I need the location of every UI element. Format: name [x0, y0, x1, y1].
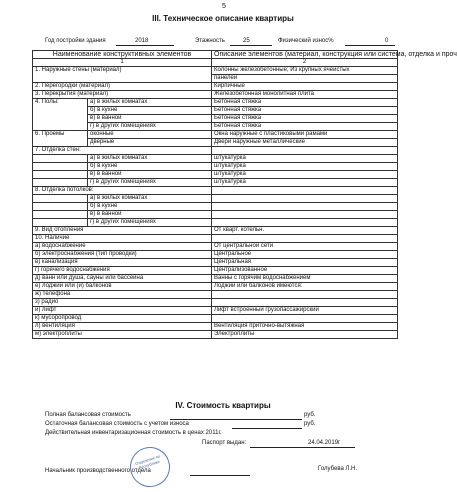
- row-ceiling-sub: г) в других помещениях: [88, 219, 212, 227]
- technical-description-table: [32, 50, 457, 339]
- cost-full-currency: руб.: [304, 412, 316, 418]
- row-floors-value: Железобетонная монолитная плита: [212, 91, 398, 99]
- col2-header: Описание элементов (материал, конструкция или система, отделка и проч: [212, 51, 398, 59]
- row-heating-label: 9. Вид отопления: [33, 227, 212, 235]
- row-partitions-value: Кирпичные: [212, 83, 398, 91]
- issued-label: Паспорт выдан:: [202, 440, 247, 446]
- row-availability-label: 10. Наличие: [33, 235, 212, 243]
- row-bath-value: Ванны с горячим водоснабжением: [212, 275, 398, 283]
- cost-full-label: Полная балансовая стоимость: [45, 412, 131, 418]
- floors-value: 25: [243, 38, 250, 44]
- official-stamp: Отделение по Республике: [125, 442, 175, 492]
- row-water-label: а) водоснабжение: [33, 243, 212, 251]
- row-electric-label: б) электроснабжения (тип проводки): [33, 251, 212, 259]
- cost-residual-label: Остаточная балансовая стоимость с учетом износа: [45, 421, 189, 427]
- cost-residual-currency: руб.: [304, 421, 316, 427]
- row-sewer-label: в) канализация: [33, 259, 212, 267]
- row-openings-sub: дверные: [88, 139, 212, 147]
- row-phone-label: ж) телефона: [33, 291, 212, 299]
- row-ventilation-value: Вентиляция приточно-вытяжная: [212, 323, 398, 331]
- row-sewer-value: Центральная: [212, 259, 398, 267]
- section3-title: III. Техническое описание квартиры: [152, 14, 294, 23]
- row-flooring-sub: в) в ванной: [88, 115, 212, 123]
- head-label: Начальник производственного отдела: [45, 468, 151, 474]
- row-openings-sub: оконные: [88, 131, 212, 139]
- row-walls-finish-label: 7. Отделка стен:: [33, 147, 212, 155]
- row-flooring-label: 4. Полы:: [33, 99, 88, 131]
- row-openings-value: Двери наружные металлические: [212, 139, 398, 147]
- row-lift-value: Лифт встроенный грузопассажирский: [212, 307, 398, 315]
- row-radio-label: з) радио: [33, 299, 212, 307]
- row-openings-value: Окна наружные с пластиковыми рамами: [212, 131, 398, 139]
- floors-label: Этажность: [195, 38, 225, 44]
- row-ceiling-sub: в) в ванной: [88, 211, 212, 219]
- row-electric-value: Центральное: [212, 251, 398, 259]
- row-flooring-value: Бетонная стяжка: [212, 107, 398, 115]
- section4-title: IV. Стоимость квартиры: [175, 401, 271, 410]
- row-ceiling-sub: б) в кухне: [88, 203, 212, 211]
- row-walls-finish-value: штукатурка: [212, 179, 398, 187]
- col1-header: Наименование конструктивных элементов: [33, 51, 212, 59]
- wear-label: Физический износ%: [278, 38, 334, 44]
- row-flooring-value: Бетонная стяжка: [212, 123, 398, 131]
- row-walls-finish-value: штукатурка: [212, 163, 398, 171]
- col2-number: 2: [212, 59, 398, 67]
- row-flooring-value: Бетонная стяжка: [212, 115, 398, 123]
- row-stoves-label: м) электроплиты: [33, 331, 212, 339]
- year-label: Год постройки здания: [45, 38, 106, 44]
- row-flooring-sub: г) в других помещениях: [88, 123, 212, 131]
- row-bath-label: д) ванн или душа, сауны или бассейна: [33, 275, 212, 283]
- row-water-value: От центральной сети: [212, 243, 398, 251]
- row-walls-value-cont: панелей: [212, 75, 398, 83]
- head-name: Голубева Л.Н.: [318, 466, 358, 472]
- page-number: 5: [222, 3, 226, 10]
- row-partitions-label: 2. Перегородки (материал): [33, 83, 212, 91]
- row-walls-finish-sub: в) в ванной: [88, 171, 212, 179]
- year-value: 2018: [135, 38, 149, 44]
- row-walls-finish-sub: а) в жилых комнатах: [88, 155, 212, 163]
- row-ventilation-label: л) вентиляция: [33, 323, 212, 331]
- row-garbage-label: к) мусоропровод: [33, 315, 212, 323]
- row-flooring-sub: б) в кухне: [88, 107, 212, 115]
- row-hotwater-value: Централизованное: [212, 267, 398, 275]
- row-walls-finish-value: штукатурка: [212, 155, 398, 163]
- row-walls-finish-sub: г) в других помещениях: [88, 179, 212, 187]
- wear-value: 0: [385, 38, 389, 44]
- row-balcony-label: е) лоджий или (и) балконов: [33, 283, 212, 291]
- row-walls-finish-value: штукатурка: [212, 171, 398, 179]
- row-flooring-value: Бетонная стяжка: [212, 99, 398, 107]
- row-balcony-value: Лоджий или балконов имеются:: [212, 283, 398, 291]
- row-heating-value: От кварт. котельн.: [212, 227, 398, 235]
- row-floors-label: 3. Перекрытия (материал): [33, 91, 212, 99]
- row-ceiling-sub: а) в жилых комнатах: [88, 195, 212, 203]
- row-walls-value: Колонны железобетонные; Из крупных ячеистых: [212, 67, 398, 75]
- row-walls-finish-sub: б) в кухне: [88, 163, 212, 171]
- row-flooring-sub: а) в жилых комнатах: [88, 99, 212, 107]
- row-openings-label: 6. Проемы: [33, 131, 88, 147]
- col1-number: 1: [33, 59, 212, 67]
- row-hotwater-label: г) горячего водоснабжения: [33, 267, 212, 275]
- row-ceiling-label: 8. Отделка потолков:: [33, 187, 212, 195]
- issued-date: 24.04.2019г: [308, 440, 341, 446]
- row-lift-label: и) лифт: [33, 307, 212, 315]
- row-walls-label: 1. Наружные стены (материал): [33, 67, 212, 83]
- cost-actual-label: Действительная инвентаризационная стоимость в ценах 2011г.: [45, 430, 222, 436]
- row-stoves-value: Электроплиты: [212, 331, 398, 339]
